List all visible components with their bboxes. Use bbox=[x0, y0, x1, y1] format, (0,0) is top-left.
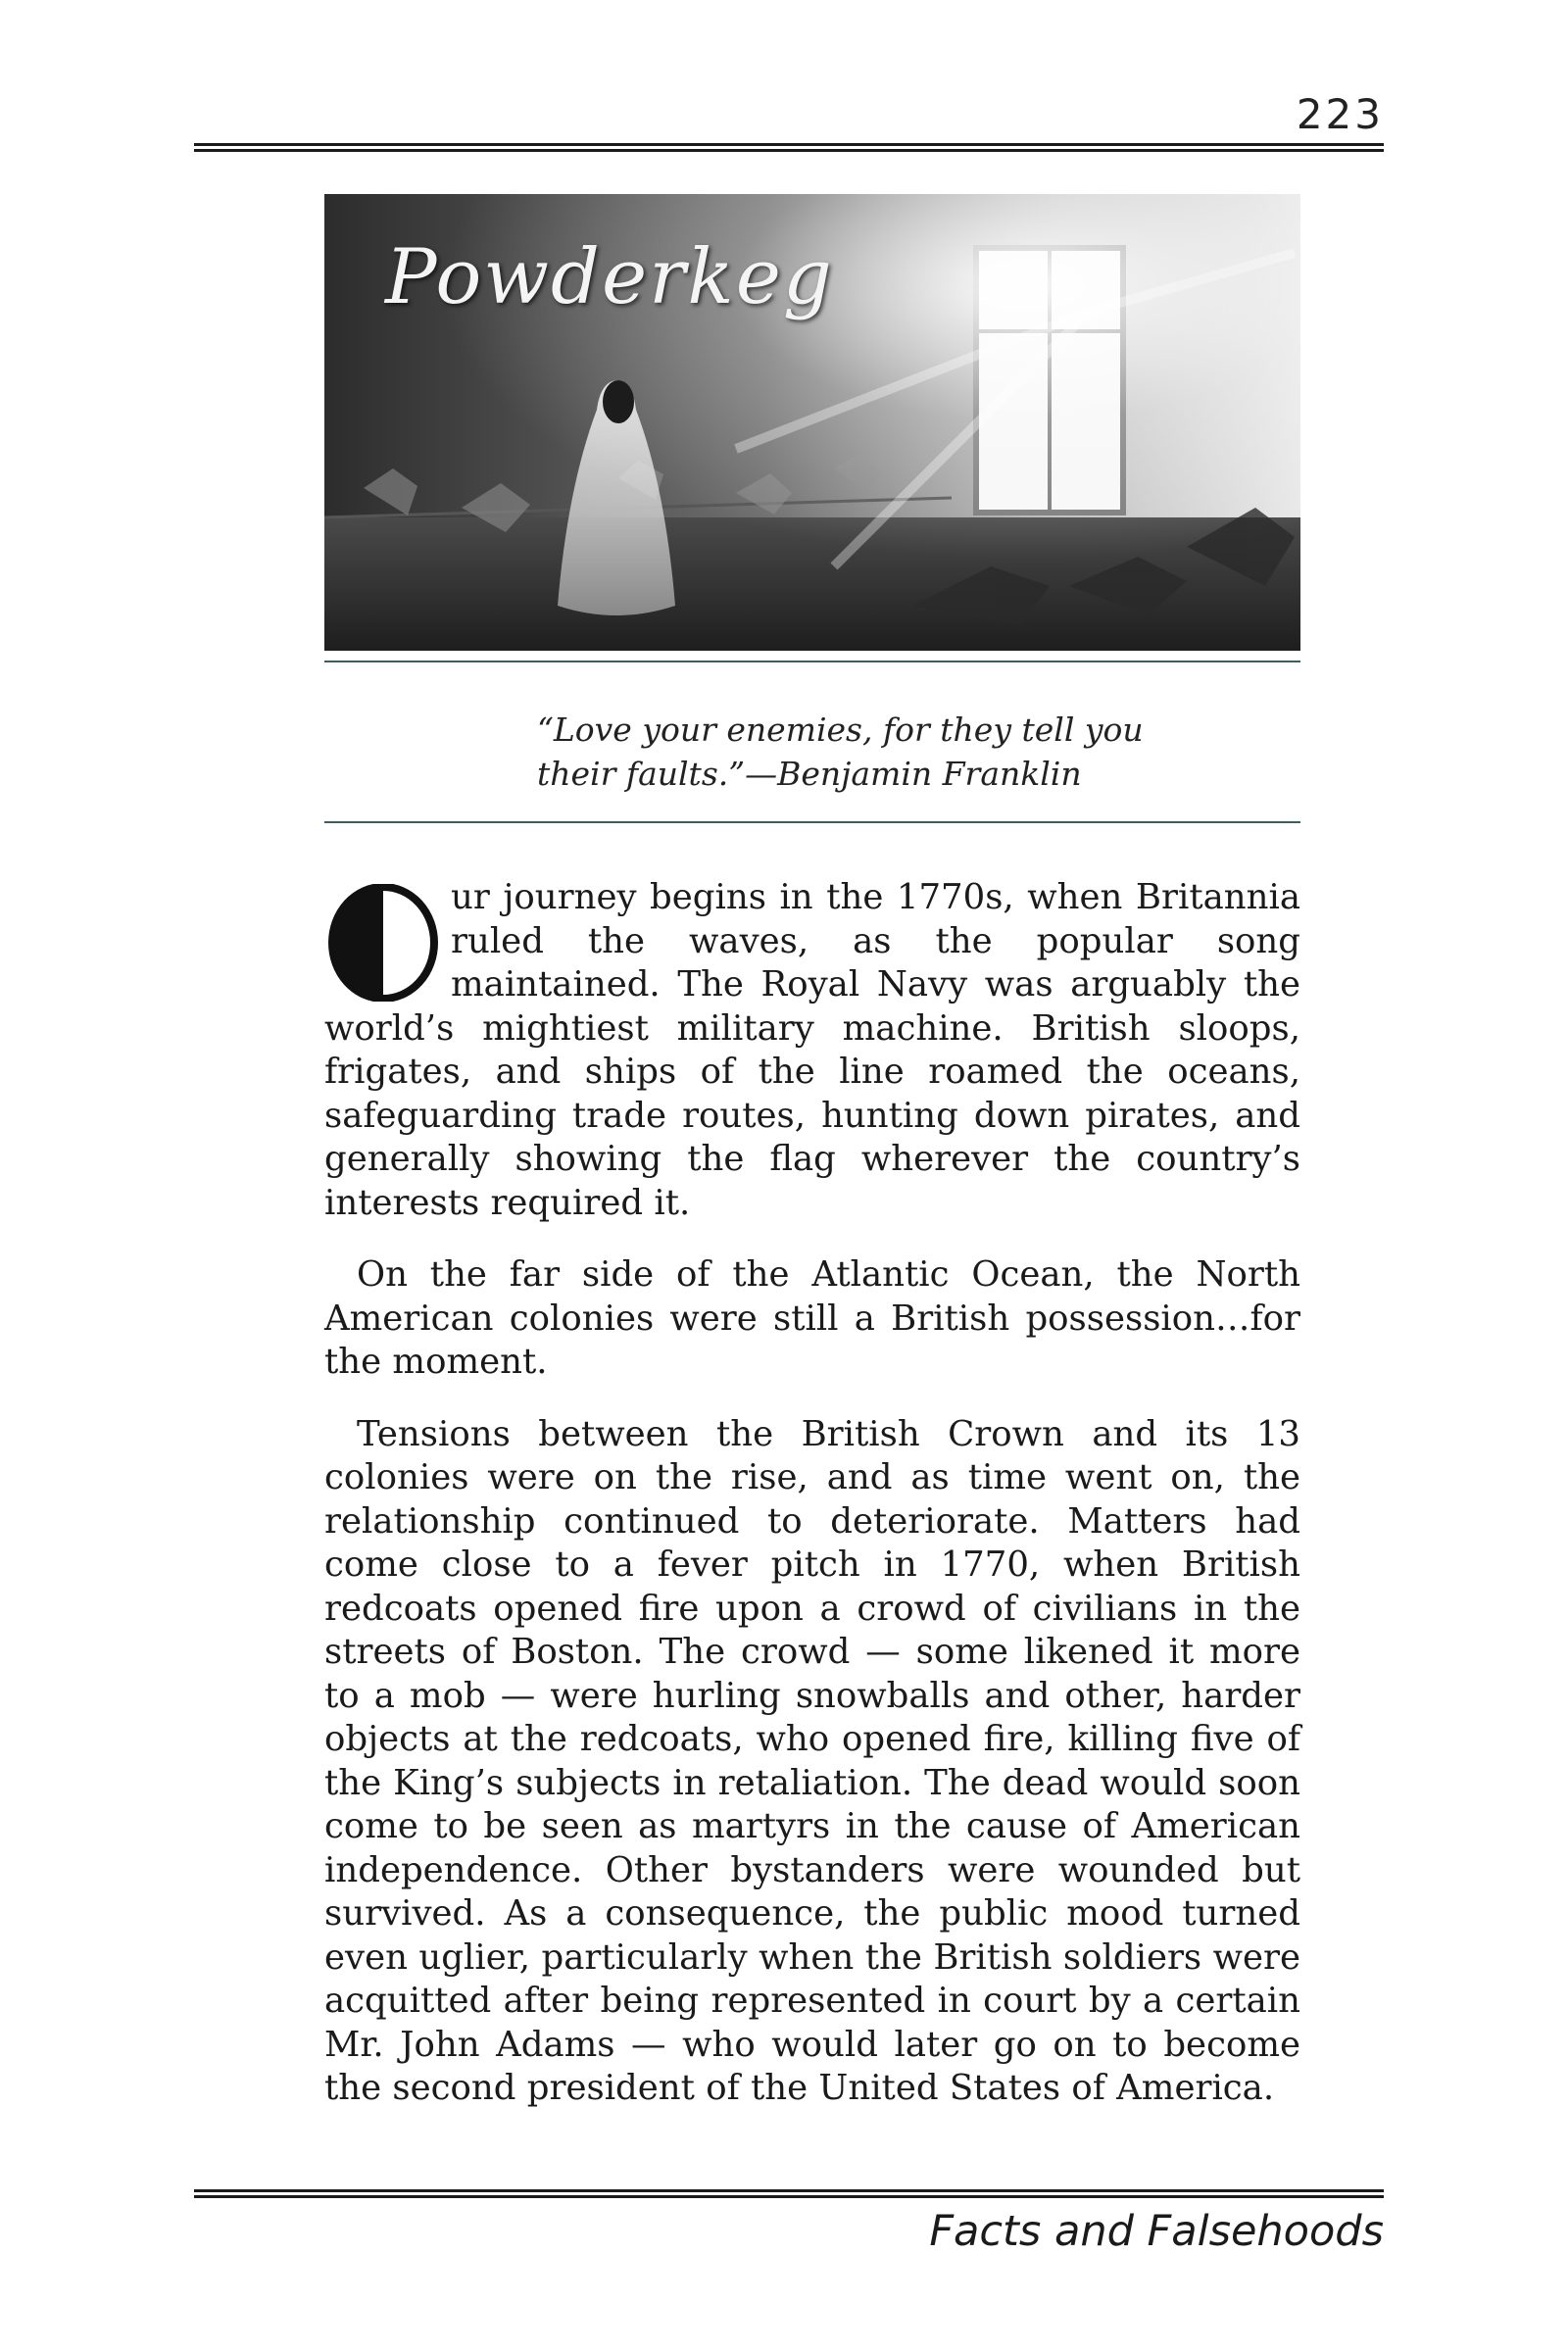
book-title-footer: Facts and Falsehoods bbox=[929, 2207, 1384, 2256]
chapter-header-image bbox=[324, 194, 1300, 651]
epigraph-quote bbox=[537, 708, 1164, 796]
paragraph-1 bbox=[324, 876, 1300, 1225]
paragraph-2: On the far side of the Atlantic Ocean, the North American colonies were still a British possession…for the moment. bbox=[324, 1254, 1300, 1382]
svg-text:O: O bbox=[324, 884, 325, 885]
epigraph-bottom-rule bbox=[324, 821, 1300, 823]
dropcap-o bbox=[324, 884, 447, 1002]
footer-rule bbox=[194, 2189, 1384, 2198]
header-rule bbox=[194, 143, 1384, 152]
epigraph-line-1: “Love your enemies, for they tell you bbox=[537, 710, 1144, 749]
epigraph-top-rule bbox=[324, 661, 1300, 662]
paragraph-3: Tensions between the British Crown and its 13 colonies were on the rise, and as time went on, the relationship continued to deteriorate. Matters had come close to a fever pitch in 1770, when British redcoats opened fire upon a crowd of civilians in the streets of Boston. The crowd — some likened it more to a mob — were hurling snowballs and other, harder objects at the redcoats, who opened fire, killing five of the King’s subjects in retaliation. The dead would soon come to be seen as martyrs in the cause of American independence. Other bystanders were wounded but survived. As a consequence, the public mood turned even uglier, particularly when the British soldiers were acquitted after being represented in court by a certain Mr. John Adams — who would later go on to become the second president of the United States of America. bbox=[324, 1413, 1300, 2108]
page-number: 223 bbox=[1296, 90, 1384, 138]
chapter-title: Powderkeg bbox=[385, 233, 834, 321]
body-text bbox=[324, 876, 1300, 2139]
epigraph-line-2: their faults.”—Benjamin Franklin bbox=[537, 755, 1082, 793]
dropcap-glyph bbox=[324, 884, 442, 1002]
paragraph-1-text: ur journey begins in the 1770s, when Britannia ruled the waves, as the popular song maintained. The Royal Navy was arguably the world’s mightiest military machine. British sloops, frigates, and ships of the line roamed the oceans, safeguarding trade routes, hunting down pirates, and generally showing the flag wherever the country’s interests required it. bbox=[324, 877, 1300, 1223]
